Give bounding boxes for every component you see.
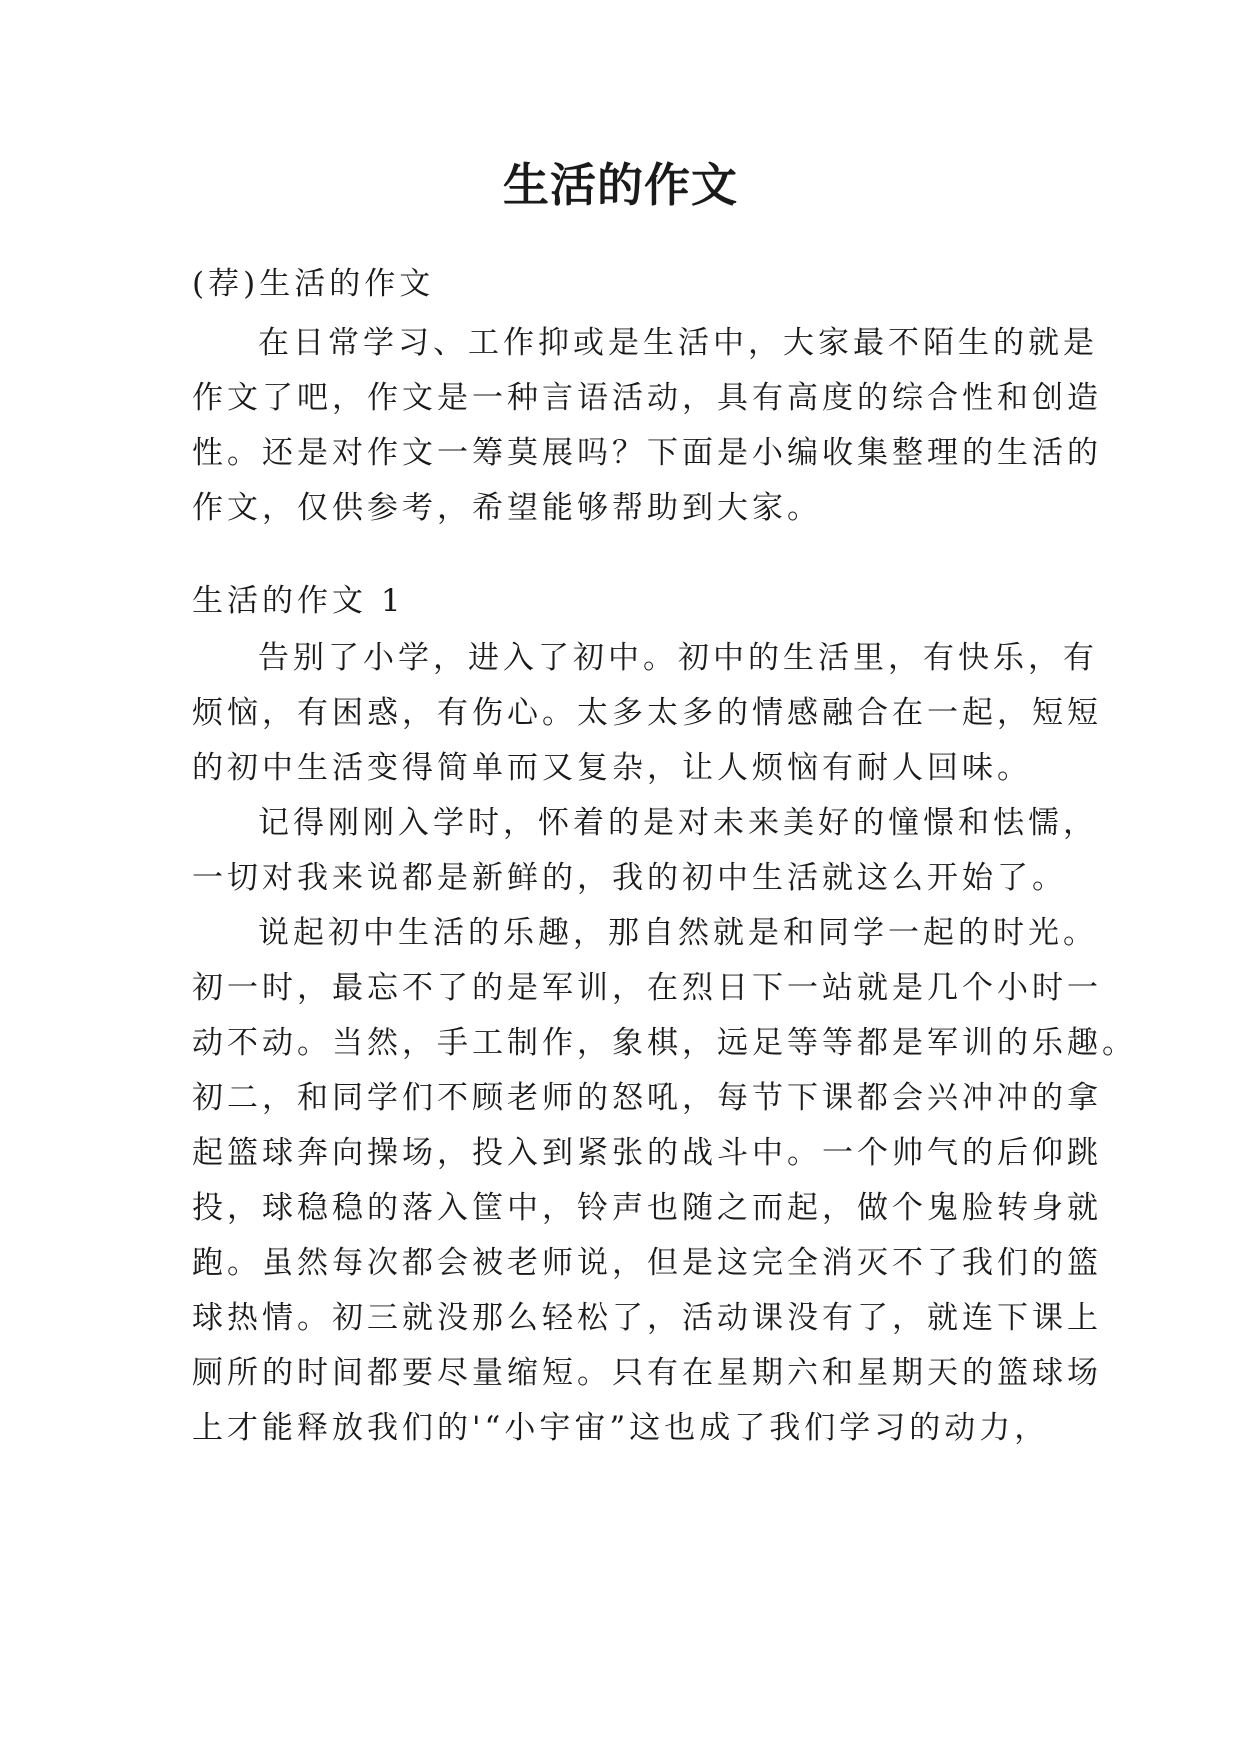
document-title: 生活的作文 bbox=[503, 158, 738, 212]
document-subtitle: (荐)生活的作文 bbox=[192, 266, 435, 302]
body-line: 起篮球奔向操场，投入到紧张的战斗中。一个帅气的后仰跳 bbox=[192, 1135, 1102, 1171]
intro-line: 作文了吧，作文是一种言语活动，具有高度的综合性和创造 bbox=[192, 380, 1102, 416]
body-line: 动不动。当然，手工制作，象棋，远足等等都是军训的乐趣。 bbox=[192, 1025, 1137, 1061]
section-heading: 生活的作文 1 bbox=[192, 583, 405, 619]
body-line: 厕所的时间都要尽量缩短。只有在星期六和星期天的篮球场 bbox=[192, 1355, 1102, 1391]
body-line: 烦恼，有困惑，有伤心。太多太多的情感融合在一起，短短 bbox=[192, 695, 1102, 731]
body-line: 的初中生活变得简单而又复杂，让人烦恼有耐人回味。 bbox=[192, 750, 1032, 786]
body-line: 初二，和同学们不顾老师的怒吼，每节下课都会兴冲冲的拿 bbox=[192, 1080, 1102, 1116]
body-line: 说起初中生活的乐趣，那自然就是和同学一起的时光。 bbox=[258, 915, 1098, 951]
body-line: 上才能释放我们的'“小宇宙”这也成了我们学习的动力， bbox=[192, 1410, 1050, 1446]
intro-line: 在日常学习、工作抑或是生活中，大家最不陌生的就是 bbox=[258, 325, 1098, 361]
body-line: 告别了小学，进入了初中。初中的生活里，有快乐，有 bbox=[258, 640, 1098, 676]
body-line: 球热情。初三就没那么轻松了，活动课没有了，就连下课上 bbox=[192, 1300, 1102, 1336]
body-line: 一切对我来说都是新鲜的，我的初中生活就这么开始了。 bbox=[192, 860, 1067, 896]
body-line: 初一时，最忘不了的是军训，在烈日下一站就是几个小时一 bbox=[192, 970, 1102, 1006]
intro-line: 性。还是对作文一筹莫展吗？下面是小编收集整理的生活的 bbox=[192, 435, 1102, 471]
intro-line: 作文，仅供参考，希望能够帮助到大家。 bbox=[192, 490, 822, 526]
body-line: 投，球稳稳的落入筐中，铃声也随之而起，做个鬼脸转身就 bbox=[192, 1190, 1102, 1226]
body-line: 记得刚刚入学时，怀着的是对未来美好的憧憬和怯懦， bbox=[258, 805, 1098, 841]
body-line: 跑。虽然每次都会被老师说，但是这完全消灭不了我们的篮 bbox=[192, 1245, 1102, 1281]
